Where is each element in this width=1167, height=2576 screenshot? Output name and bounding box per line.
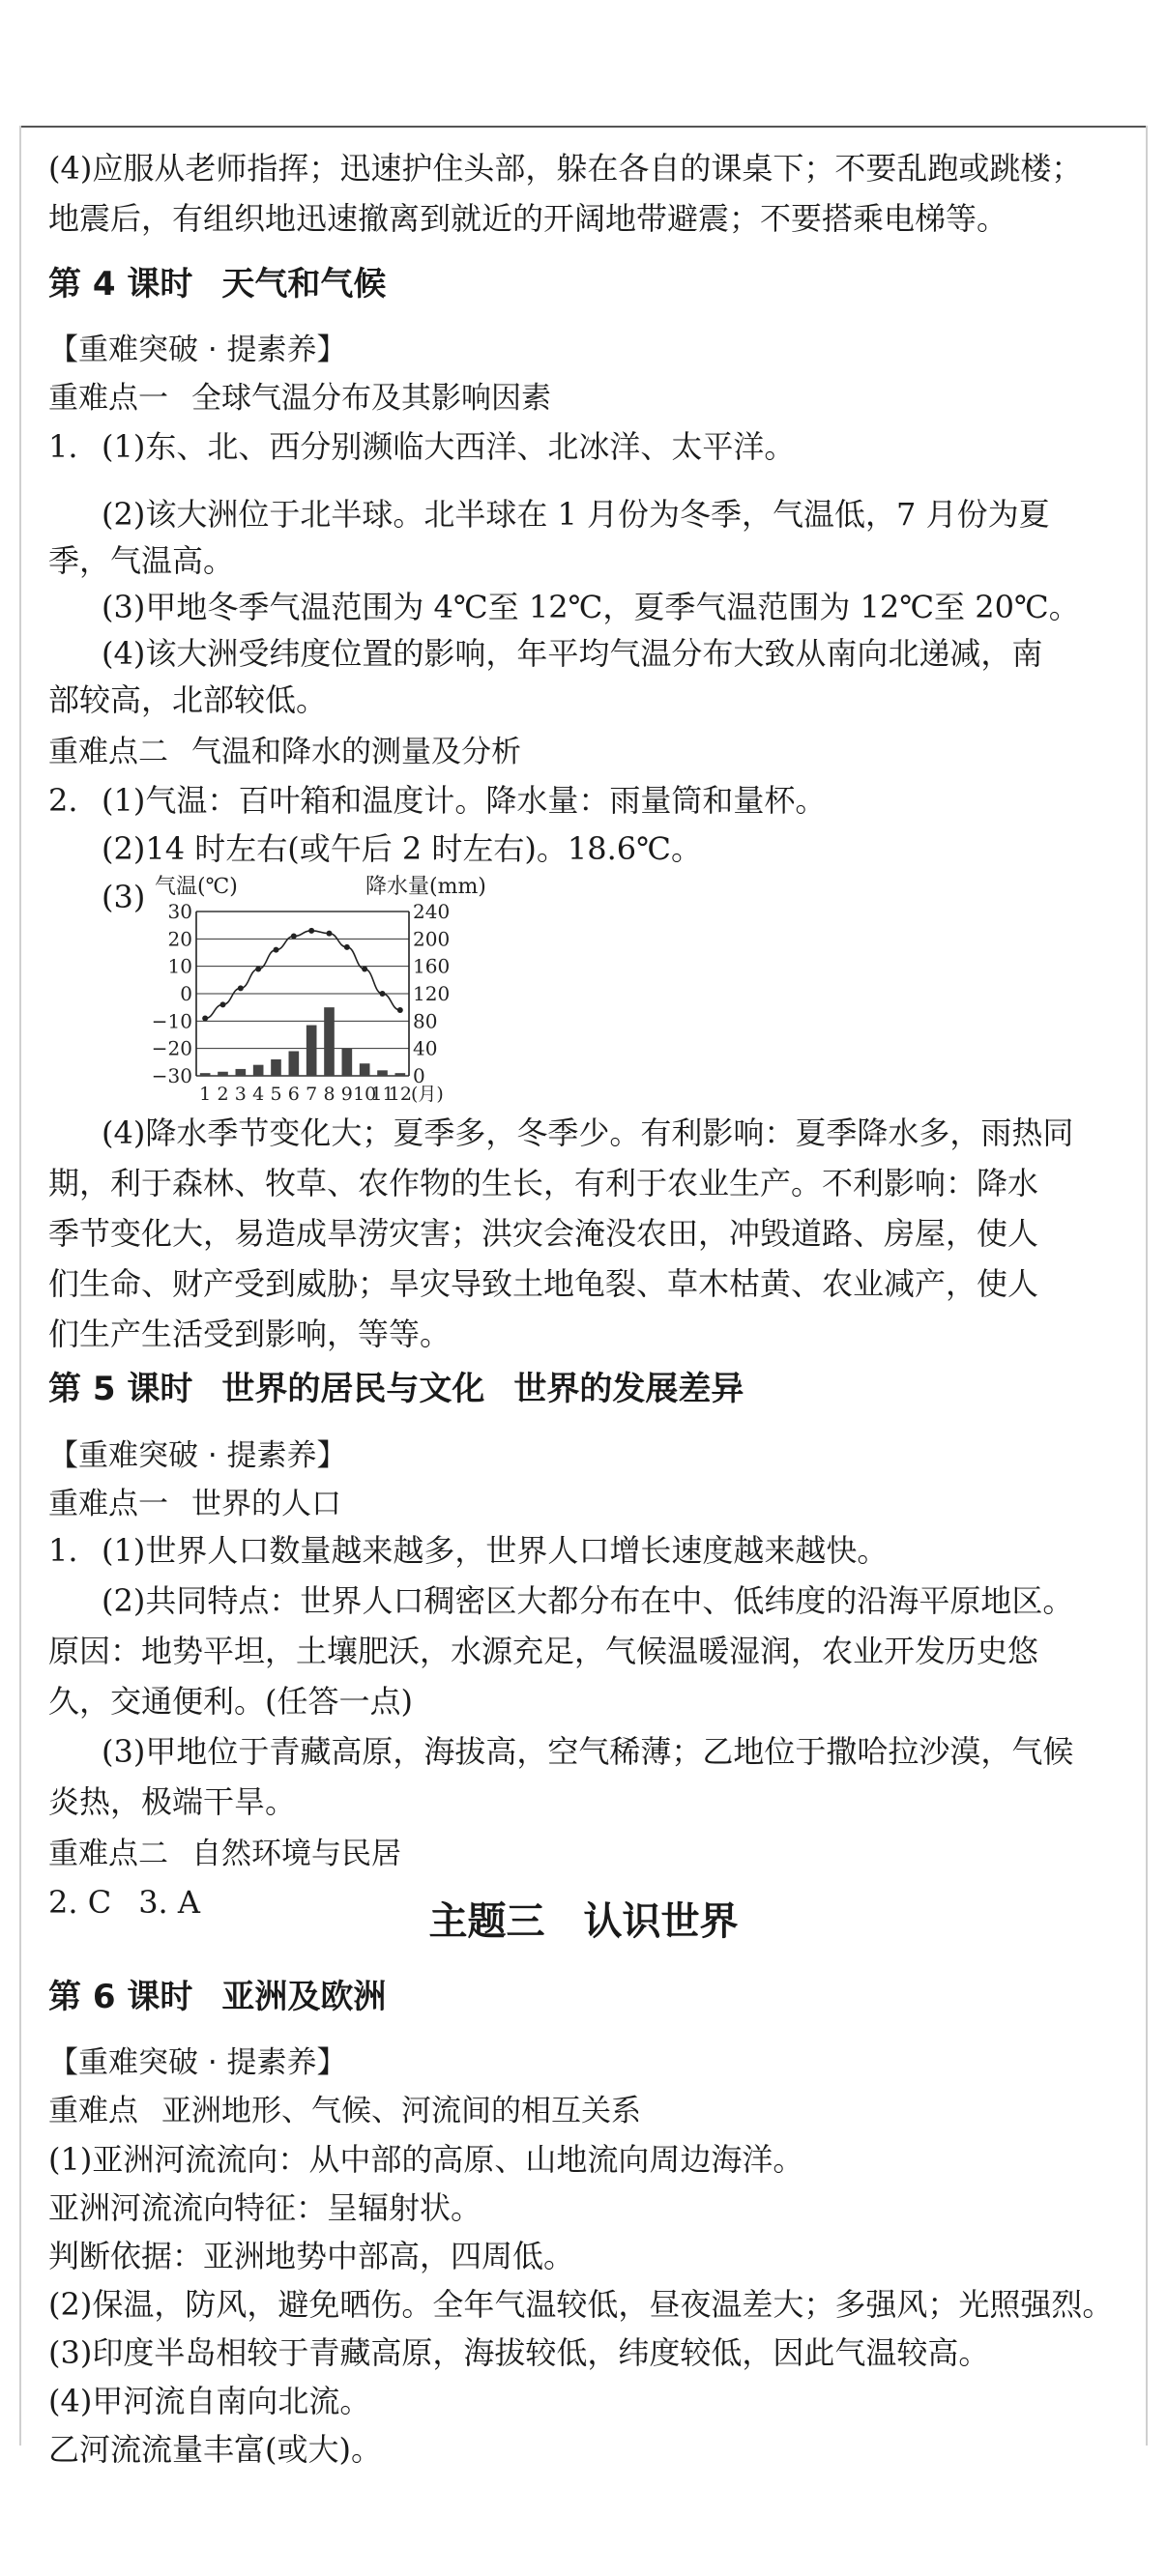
temperature-point bbox=[202, 1016, 208, 1022]
lesson5-title-2: 世界的发展差异 bbox=[513, 1370, 744, 1408]
lesson6-title: 亚洲及欧洲 bbox=[221, 1978, 387, 2016]
lesson4-q2-answer-1: (1)气温：百叶箱和温度计。降水量：雨量筒和量杯。 bbox=[102, 782, 827, 819]
lesson6-point-title: 亚洲地形、气候、河流间的相互关系 bbox=[161, 2094, 641, 2128]
y-left-tick-label: −20 bbox=[151, 1036, 192, 1060]
lesson6-line-2: 亚洲河流流向特征：呈辐射状。 bbox=[48, 2189, 482, 2226]
x-tick-label: 3 bbox=[234, 1084, 247, 1105]
lesson4-point2-label: 重难点二 bbox=[48, 735, 168, 769]
y-right-tick-label: 120 bbox=[413, 982, 451, 1005]
x-tick-label: 1 bbox=[199, 1084, 212, 1105]
y-right-tick-label: 200 bbox=[413, 927, 451, 951]
x-tick-label: 7 bbox=[306, 1084, 318, 1105]
lesson5-q1-answer-2b: 原因：地势平坦，土壤肥沃，水源充足，气候温暖湿润，农业开发历史悠 bbox=[48, 1633, 1039, 1669]
lesson4-point2-title: 气温和降水的测量及分析 bbox=[191, 735, 521, 769]
lesson6-line-7: 乙河流流量丰富(或大)。 bbox=[48, 2431, 382, 2468]
x-tick-label: 6 bbox=[287, 1084, 300, 1105]
chart-bars bbox=[200, 1007, 405, 1076]
temperature-point bbox=[344, 944, 350, 950]
temperature-point bbox=[362, 967, 367, 972]
lesson4-point2-heading bbox=[48, 731, 521, 773]
y-left-tick-label: 20 bbox=[167, 927, 192, 951]
x-tick-label: 2 bbox=[217, 1084, 229, 1105]
lesson5-point2-title: 自然环境与民居 bbox=[191, 1837, 401, 1871]
lesson4-q1-number: 1. bbox=[48, 428, 78, 465]
x-tick-label: 5 bbox=[270, 1084, 282, 1105]
precip-bar bbox=[253, 1065, 264, 1076]
lesson4-q2-answer-4d: 们生命、财产受到威胁；旱灾导致土地龟裂、草木枯黄、农业减产，使人 bbox=[48, 1265, 1039, 1302]
precip-bar bbox=[289, 1052, 300, 1077]
lesson5-title-1: 世界的居民与文化 bbox=[221, 1370, 485, 1408]
answer-q2: 2. C bbox=[48, 1884, 112, 1921]
y-right-tick-label: 160 bbox=[413, 954, 451, 978]
temperature-point bbox=[327, 931, 333, 937]
lesson5-point1-title: 世界的人口 bbox=[191, 1487, 341, 1521]
x-tick-label: 10 bbox=[353, 1084, 377, 1105]
precip-bar bbox=[324, 1007, 335, 1076]
x-tick-label: 8 bbox=[323, 1084, 336, 1105]
lesson4-q2-answer-4e: 们生产生活受到影响，等等。 bbox=[48, 1316, 452, 1352]
lesson5-heading bbox=[48, 1368, 744, 1410]
y-left-tick-label: −10 bbox=[151, 1009, 192, 1033]
lesson4-q2-answer-2: (2)14 时左右(或午后 2 时左右)。18.6℃。 bbox=[102, 830, 702, 867]
temperature-point bbox=[380, 991, 386, 997]
lesson6-line-5: (3)印度半岛相较于青藏高原，海拔较低，纬度较低，因此气温较高。 bbox=[48, 2334, 990, 2371]
x-axis-label: (月) bbox=[411, 1084, 444, 1105]
chart-temperature-line bbox=[202, 928, 403, 1022]
lesson4-section-label: 【重难突破 · 提素养】 bbox=[48, 333, 347, 367]
precip-bar bbox=[200, 1073, 211, 1076]
y-right-tick-label: 40 bbox=[413, 1036, 438, 1060]
lesson5-q1-answer-1: (1)世界人口数量越来越多，世界人口增长速度越来越快。 bbox=[102, 1532, 889, 1569]
lesson4-point1-label: 重难点一 bbox=[48, 381, 168, 416]
temperature-point bbox=[308, 928, 314, 934]
x-tick-label: 11 bbox=[370, 1084, 394, 1105]
intro-line-2: 地震后，有组织地迅速撤离到就近的开阔地带避震；不要搭乘电梯等。 bbox=[48, 200, 1008, 237]
top-rule bbox=[19, 126, 1148, 128]
lesson6-line-1: (1)亚洲河流流向：从中部的高原、山地流向周边海洋。 bbox=[48, 2141, 804, 2178]
lesson4-q2-answer-3: (3) bbox=[102, 879, 146, 915]
precip-bar bbox=[236, 1069, 247, 1076]
y-left-tick-label: 10 bbox=[167, 954, 192, 978]
answer-q3: 3. A bbox=[138, 1884, 200, 1921]
lesson4-q1-answer-4a: (4)该大洲受纬度位置的影响，年平均气温分布大致从南向北递减，南 bbox=[102, 635, 1043, 672]
precip-bar bbox=[306, 1026, 317, 1076]
lesson5-point1-label: 重难点一 bbox=[48, 1487, 168, 1521]
precip-bar bbox=[395, 1073, 406, 1076]
temperature-curve bbox=[205, 931, 400, 1019]
chart-y-right-label: 降水量(mm) bbox=[365, 875, 486, 899]
lesson6-line-4: (2)保温，防风，避免晒伤。全年气温较低，昼夜温差大；多强风；光照强烈。 bbox=[48, 2286, 1114, 2323]
lesson4-q1-answer-4b: 部较高，北部较低。 bbox=[48, 681, 328, 718]
theme3-label: 主题三 bbox=[428, 1899, 545, 1944]
x-tick-label: 12 bbox=[388, 1084, 412, 1105]
lesson4-q1-answer-2b: 季，气温高。 bbox=[48, 542, 235, 579]
lesson4-q1-answer-3: (3)甲地冬季气温范围为 4℃至 12℃，夏季气温范围为 12℃至 20℃。 bbox=[102, 589, 1080, 625]
lesson6-section-label: 【重难突破 · 提素养】 bbox=[48, 2045, 347, 2080]
lesson4-point1-title: 全球气温分布及其影响因素 bbox=[191, 381, 551, 416]
temperature-point bbox=[274, 947, 279, 953]
temperature-point bbox=[238, 985, 244, 991]
chart-y-left-label: 气温(℃) bbox=[155, 875, 238, 899]
lesson5-section-label: 【重难突破 · 提素养】 bbox=[48, 1438, 347, 1473]
y-right-tick-label: 240 bbox=[413, 900, 451, 923]
lesson5-q1-answer-2a: (2)共同特点：世界人口稠密区大都分布在中、低纬度的沿海平原地区。 bbox=[102, 1582, 1074, 1619]
left-margin-rule bbox=[19, 126, 21, 2446]
lesson6-heading bbox=[48, 1976, 386, 2018]
y-left-tick-label: 0 bbox=[180, 982, 192, 1005]
climate-chart bbox=[140, 868, 527, 1112]
precip-bar bbox=[342, 1049, 353, 1076]
x-tick-label: 9 bbox=[340, 1084, 353, 1105]
lesson4-point1-heading bbox=[48, 377, 551, 420]
right-margin-rule bbox=[1146, 126, 1148, 2446]
lesson6-point-label: 重难点 bbox=[48, 2094, 138, 2128]
lesson4-q1-answer-1: (1)东、北、西分别濒临大西洋、北冰洋、太平洋。 bbox=[102, 428, 796, 465]
temperature-point bbox=[397, 1007, 403, 1013]
lesson6-line-6: (4)甲河流自南向北流。 bbox=[48, 2383, 371, 2419]
lesson6-line-3: 判断依据：亚洲地势中部高，四周低。 bbox=[48, 2238, 575, 2274]
lesson4-q2-answer-4a: (4)降水季节变化大；夏季多，冬季少。有利影响：夏季降水多，雨热同 bbox=[102, 1114, 1074, 1151]
lesson5-point2-label: 重难点二 bbox=[48, 1837, 168, 1871]
lesson4-number: 第 4 课时 bbox=[48, 265, 193, 304]
lesson4-heading bbox=[48, 263, 386, 305]
lesson5-number: 第 5 课时 bbox=[48, 1370, 193, 1408]
lesson6-point-heading bbox=[48, 2090, 641, 2132]
precip-bar bbox=[271, 1059, 281, 1076]
precip-bar bbox=[377, 1070, 388, 1076]
lesson4-q2-answer-4c: 季节变化大，易造成旱涝灾害；洪灾会淹没农田，冲毁道路、房屋，使人 bbox=[48, 1215, 1039, 1252]
precip-bar bbox=[218, 1072, 228, 1076]
lesson4-q2-number: 2. bbox=[48, 782, 78, 819]
lesson5-q1-answer-3b: 炎热，极端干旱。 bbox=[48, 1783, 297, 1820]
chart-grid bbox=[196, 912, 409, 1076]
lesson5-point2-heading bbox=[48, 1833, 401, 1875]
theme3-title: 认识世界 bbox=[583, 1899, 739, 1944]
y-left-tick-label: 30 bbox=[167, 900, 192, 923]
lesson4-q2-answer-4b: 期，利于森林、牧草、农作物的生长，有利于农业生产。不利影响：降水 bbox=[48, 1165, 1039, 1201]
theme3-heading bbox=[0, 1895, 1167, 1949]
intro-line-1: (4)应服从老师指挥；迅速护住头部，躲在各自的课桌下；不要乱跑或跳楼； bbox=[48, 150, 1083, 187]
lesson6-number: 第 6 课时 bbox=[48, 1978, 193, 2016]
precip-bar bbox=[360, 1063, 370, 1076]
y-right-tick-label: 80 bbox=[413, 1009, 438, 1033]
lesson5-q1-answer-3a: (3)甲地位于青藏高原，海拔高，空气稀薄；乙地位于撒哈拉沙漠，气候 bbox=[102, 1733, 1074, 1770]
temperature-point bbox=[255, 967, 261, 972]
lesson5-q1-answer-2c: 久，交通便利。(任答一点) bbox=[48, 1683, 413, 1720]
lesson5-point1-heading bbox=[48, 1483, 341, 1525]
x-tick-label: 4 bbox=[252, 1084, 265, 1105]
temperature-point bbox=[220, 1001, 226, 1007]
lesson5-q1-number: 1. bbox=[48, 1532, 78, 1569]
lesson4-q1-answer-2a: (2)该大洲位于北半球。北半球在 1 月份为冬季，气温低，7 月份为夏 bbox=[102, 496, 1050, 533]
y-right-tick-label: 0 bbox=[413, 1064, 425, 1087]
lesson4-title: 天气和气候 bbox=[221, 265, 387, 304]
temperature-point bbox=[291, 934, 297, 940]
y-left-tick-label: −30 bbox=[151, 1064, 192, 1087]
